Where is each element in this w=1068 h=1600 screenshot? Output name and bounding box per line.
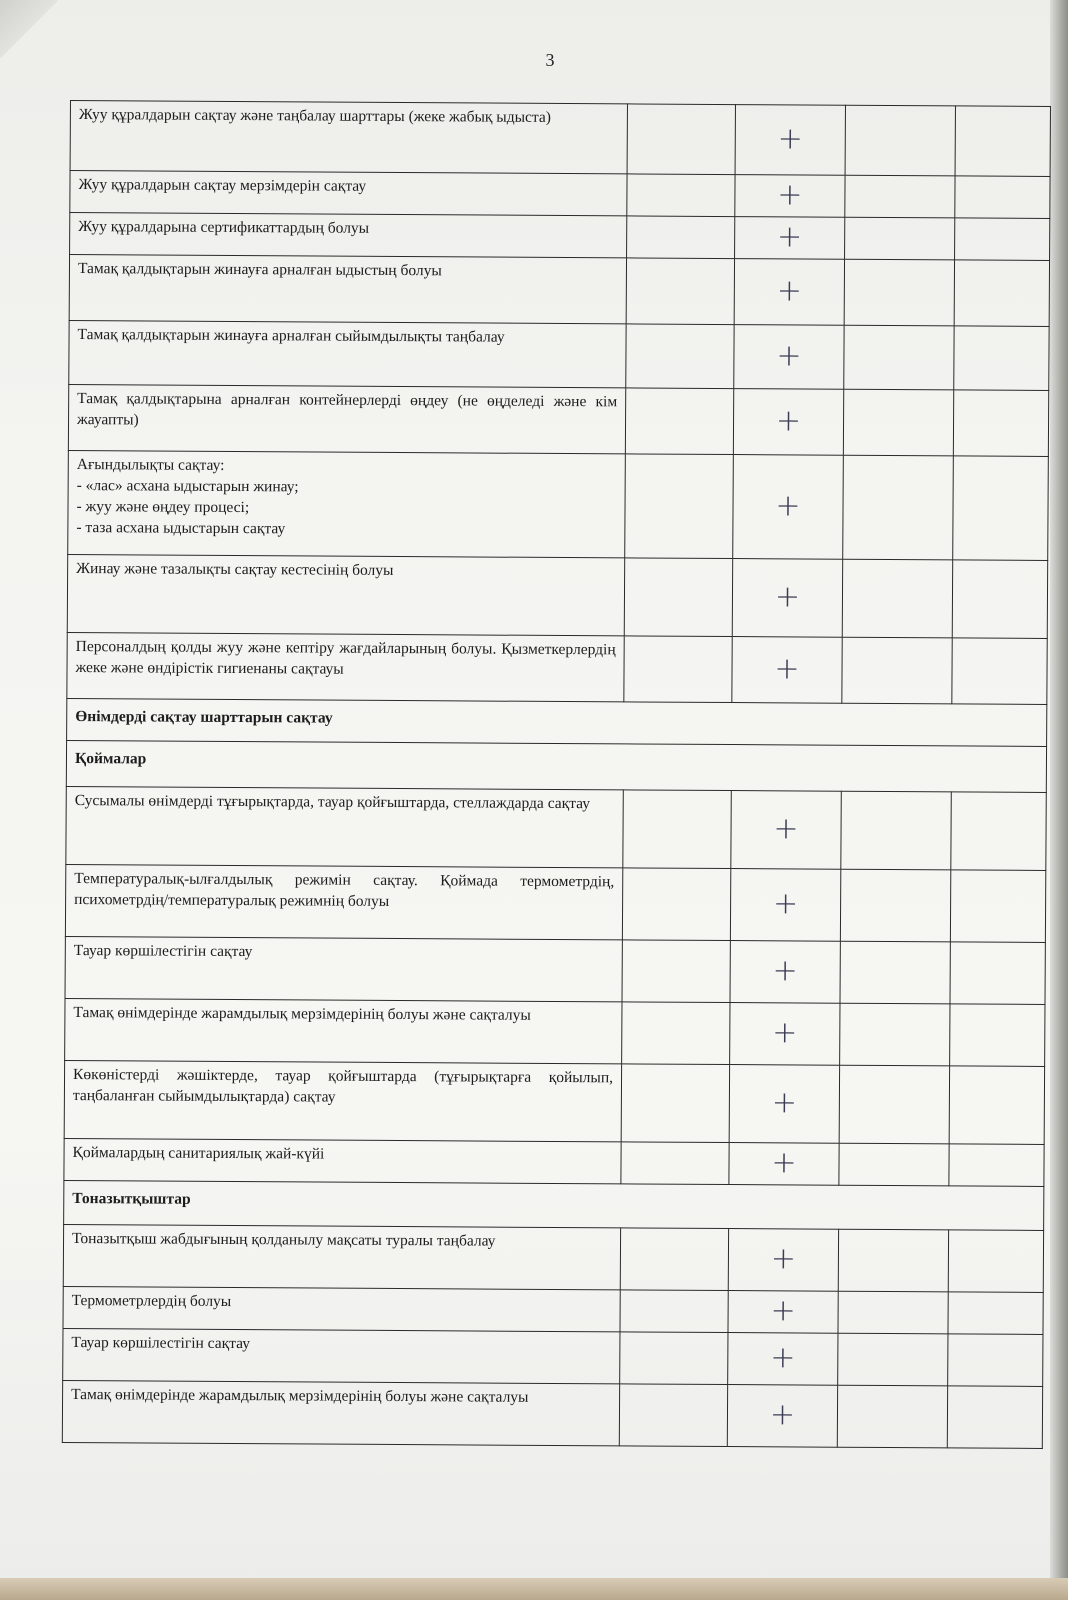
- empty-cell: [841, 791, 951, 870]
- inspection-checklist-table: [62, 100, 1051, 1449]
- compliance-mark: +: [733, 389, 843, 456]
- page-edge-shadow: [1050, 0, 1068, 1600]
- requirement-text: Персоналдың қолды жуу және кептіру жағдайларының болуы. Қызметкерлердің жеке және өндірістік гигиенаны сақтауы: [67, 632, 624, 701]
- empty-cell: [624, 558, 732, 637]
- compliance-mark: +: [729, 1143, 839, 1186]
- table-row: [70, 171, 1050, 219]
- empty-cell: [845, 105, 955, 176]
- section-header-row: [67, 698, 1047, 746]
- table-row: [68, 450, 1049, 560]
- compliance-mark: +: [732, 637, 842, 704]
- section-header-row: [64, 1180, 1044, 1230]
- empty-cell: [619, 1384, 727, 1447]
- requirement-line: - «лас» асхана ыдыстарын жинау;: [76, 476, 299, 496]
- empty-cell: [625, 388, 733, 455]
- requirement-text: Қоймалардың санитариялық жай-күйі: [64, 1138, 621, 1183]
- empty-cell: [842, 637, 952, 704]
- empty-cell: [955, 176, 1050, 219]
- empty-cell: [952, 560, 1047, 639]
- table-row: [66, 786, 1046, 870]
- page-corner-fold: [0, 0, 58, 58]
- table-row: [65, 998, 1045, 1066]
- compliance-mark: +: [733, 455, 844, 560]
- requirement-text: Көкөністерді жәшіктерде, тауар қойғыштарда (тұғырықтарға қойылып, таңбаланған сыйымдылықтарда) сақтау: [64, 1060, 621, 1141]
- empty-cell: [952, 638, 1047, 705]
- empty-cell: [845, 217, 955, 260]
- compliance-mark: +: [729, 1065, 839, 1144]
- empty-cell: [950, 942, 1045, 1005]
- table-row: [63, 1328, 1043, 1386]
- empty-cell: [622, 868, 730, 941]
- empty-cell: [624, 636, 732, 703]
- compliance-mark: +: [735, 175, 845, 218]
- empty-cell: [953, 390, 1048, 457]
- empty-cell: [844, 259, 954, 326]
- empty-cell: [627, 104, 735, 175]
- empty-cell: [951, 792, 1046, 871]
- compliance-mark: +: [734, 259, 844, 326]
- requirement-text: [68, 450, 626, 557]
- table-row: [64, 1060, 1044, 1144]
- empty-cell: [837, 1385, 947, 1448]
- table-body: [62, 101, 1050, 1449]
- compliance-mark: +: [735, 105, 845, 176]
- requirement-line: - жуу және өңдеу процесі;: [76, 497, 250, 516]
- empty-cell: [950, 1004, 1045, 1067]
- requirement-text: Тамақ қалдықтарына арналған контейнерлерді өңдеу (не өңделеді және кім жауапты): [68, 384, 625, 453]
- requirement-text: Температуралық-ылғалдылық режимін сақтау. Қоймада термометрдің, психометрдің/температуралық режимнің болуы: [65, 864, 622, 939]
- section-title: Өнімдерді сақтау шарттарын сақтау: [67, 698, 1047, 746]
- table-row: [67, 632, 1047, 704]
- table-row: [70, 101, 1050, 177]
- requirement-text: Жинау және тазалықты сақтау кестесінің болуы: [67, 554, 624, 635]
- empty-cell: [948, 1292, 1043, 1335]
- empty-cell: [620, 1290, 728, 1333]
- table-row: [69, 320, 1049, 390]
- requirement-line: - таза асхана ыдыстарын сақтау: [76, 518, 286, 538]
- empty-cell: [842, 559, 952, 638]
- compliance-mark: +: [730, 1003, 840, 1066]
- table-row: [69, 255, 1049, 327]
- empty-cell: [838, 1333, 948, 1386]
- empty-cell: [627, 174, 735, 217]
- section-title: Тоназытқыштар: [64, 1180, 1044, 1230]
- empty-cell: [955, 218, 1050, 261]
- table-row: [62, 1380, 1042, 1448]
- empty-cell: [623, 790, 731, 869]
- compliance-mark: +: [734, 325, 844, 390]
- compliance-mark: +: [728, 1291, 838, 1334]
- page-number: 3: [545, 50, 555, 70]
- compliance-mark: +: [727, 1385, 837, 1448]
- background-surface: [0, 1578, 1068, 1600]
- compliance-mark: +: [728, 1333, 838, 1386]
- section-header-row: [66, 740, 1046, 792]
- empty-cell: [840, 941, 950, 1004]
- empty-cell: [622, 940, 730, 1003]
- compliance-mark: +: [731, 791, 841, 870]
- empty-cell: [840, 869, 950, 942]
- empty-cell: [844, 325, 954, 390]
- empty-cell: [840, 1003, 950, 1066]
- empty-cell: [845, 175, 955, 218]
- requirement-text: Тоназытқыш жабдығының қолданылу мақсаты туралы таңбалау: [63, 1224, 620, 1289]
- empty-cell: [954, 326, 1049, 391]
- requirement-text: Тамақ қалдықтарын жинауға арналған ыдыстың болуы: [69, 255, 626, 324]
- requirement-text: Жуу құралдарын сақтау және таңбалау шарттары (жеке жабық ыдыста): [70, 101, 627, 174]
- table-row: [68, 384, 1048, 456]
- table-row: [64, 1138, 1044, 1186]
- empty-cell: [626, 324, 734, 389]
- requirement-text: Жуу құралдарына сертификаттардың болуы: [70, 213, 627, 258]
- requirement-text: Термометрлердің болуы: [63, 1286, 620, 1331]
- requirement-text: Жуу құралдарын сақтау мерзімдерін сақтау: [70, 171, 627, 216]
- compliance-mark: +: [732, 559, 842, 638]
- empty-cell: [843, 455, 954, 560]
- empty-cell: [625, 454, 734, 559]
- empty-cell: [953, 456, 1049, 561]
- table-row: [63, 1286, 1043, 1334]
- requirement-text: Тамақ өнімдерінде жарамдылық мерзімдерінің болуы және сақталуы: [65, 998, 622, 1063]
- table-row: [67, 554, 1047, 638]
- empty-cell: [621, 1064, 729, 1143]
- empty-cell: [622, 1002, 730, 1065]
- empty-cell: [839, 1065, 949, 1144]
- empty-cell: [954, 260, 1049, 327]
- requirement-text: Тамақ қалдықтарын жинауға арналған сыйымдылықты таңбалау: [69, 320, 626, 387]
- table-row: [63, 1224, 1043, 1292]
- empty-cell: [627, 216, 735, 259]
- empty-cell: [950, 870, 1045, 943]
- table-row: [65, 936, 1045, 1004]
- empty-cell: [838, 1229, 948, 1292]
- empty-cell: [955, 106, 1050, 177]
- empty-cell: [620, 1228, 728, 1291]
- empty-cell: [947, 1386, 1042, 1449]
- requirement-text: Тауар көршілестігін сақтау: [65, 936, 622, 1001]
- empty-cell: [620, 1332, 728, 1385]
- requirement-text: Тамақ өнімдерінде жарамдылық мерзімдерінің болуы және сақталуы: [62, 1380, 619, 1445]
- section-title: Қоймалар: [66, 740, 1046, 792]
- empty-cell: [621, 1142, 729, 1185]
- requirement-text: Сусымалы өнімдерді тұғырықтарда, тауар қойғыштарда, стеллаждарда сақтау: [66, 786, 623, 867]
- table-row: [65, 864, 1045, 942]
- requirement-text: Тауар көршілестігін сақтау: [63, 1328, 620, 1383]
- table-row: [70, 213, 1050, 261]
- empty-cell: [949, 1066, 1044, 1145]
- empty-cell: [843, 389, 953, 456]
- empty-cell: [949, 1144, 1044, 1187]
- empty-cell: [948, 1230, 1043, 1293]
- compliance-mark: +: [728, 1229, 838, 1292]
- empty-cell: [948, 1334, 1043, 1387]
- compliance-mark: +: [735, 217, 845, 260]
- requirement-line: Ағындылықты сақтау:: [76, 456, 225, 474]
- empty-cell: [626, 258, 734, 325]
- compliance-mark: +: [730, 941, 840, 1004]
- compliance-mark: +: [730, 869, 840, 942]
- empty-cell: [839, 1143, 949, 1186]
- empty-cell: [838, 1291, 948, 1334]
